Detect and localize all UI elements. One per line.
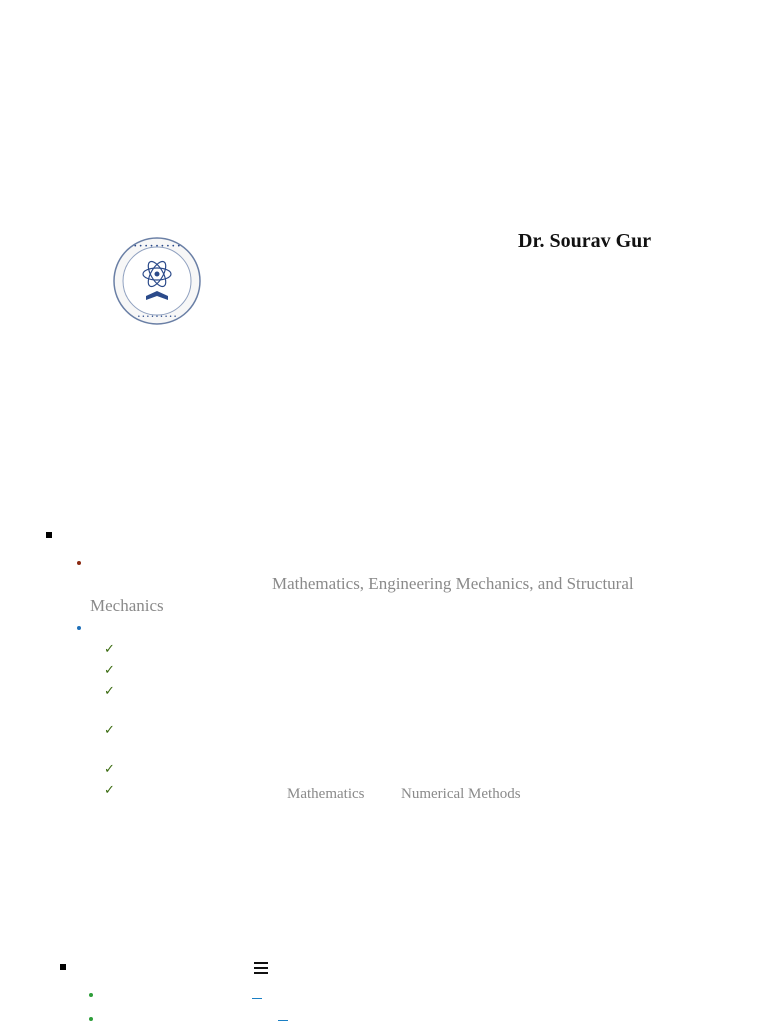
check-icon: ✓: [104, 783, 115, 798]
bullet-dot-green: [89, 993, 93, 997]
subject-numerical-methods: Numerical Methods: [401, 786, 521, 802]
check-icon: ✓: [104, 723, 115, 738]
bullet-dot-red: [77, 561, 81, 565]
institute-logo-icon: [112, 236, 202, 326]
svg-text:• • • • • • • • •: • • • • • • • • •: [137, 314, 177, 320]
bullet-dot-blue: [77, 626, 81, 630]
subject-mathematics: Mathematics: [287, 786, 365, 802]
subjects-line-2: Mechanics: [90, 596, 164, 615]
svg-text:• • • • • • • • •: • • • • • • • • •: [133, 243, 181, 250]
square-bullet: [60, 964, 66, 970]
author-name: Dr. Sourav Gur: [518, 230, 652, 252]
check-icon: ✓: [104, 684, 115, 699]
menu-icon[interactable]: [254, 962, 268, 974]
subjects-line-1: Mathematics, Engineering Mechanics, and Structural: [272, 574, 634, 593]
square-bullet: [46, 532, 52, 538]
link-underline[interactable]: [252, 998, 262, 999]
check-icon: ✓: [104, 663, 115, 678]
bullet-dot-green: [89, 1017, 93, 1021]
check-icon: ✓: [104, 642, 115, 657]
link-underline[interactable]: [278, 1020, 288, 1021]
check-icon: ✓: [104, 762, 115, 777]
